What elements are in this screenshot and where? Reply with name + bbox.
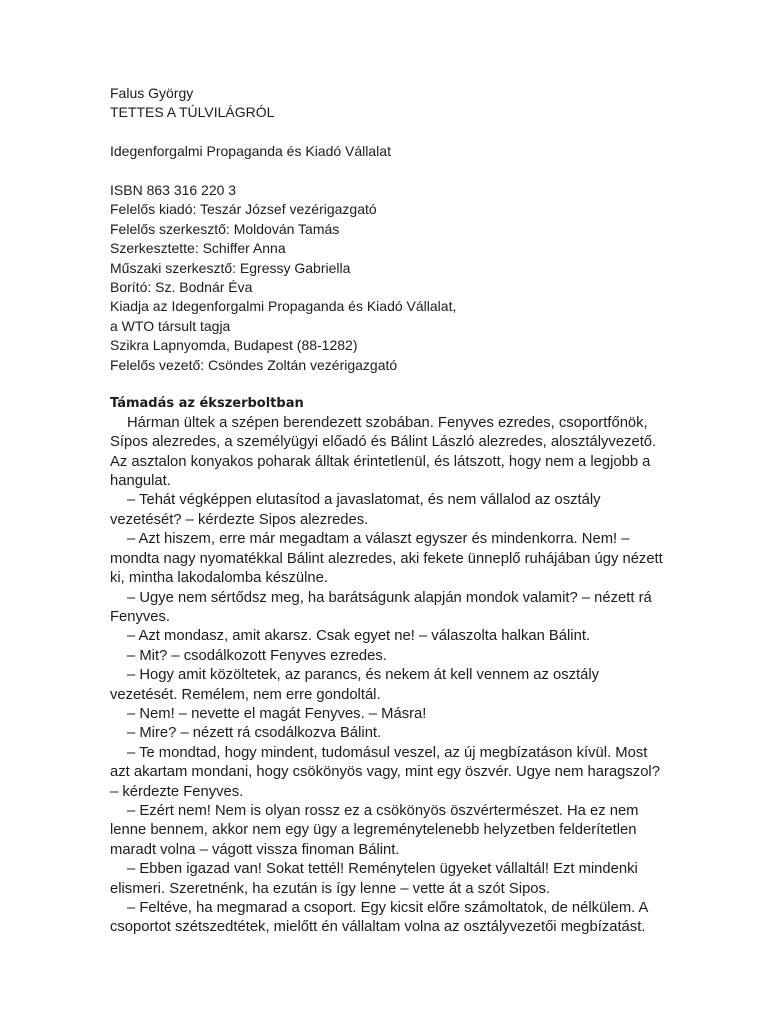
paragraph: – Hogy amit közöltetek, az parancs, és nekem át kell vennem az osztály vezetését. Remélem, nem erre gondoltál.	[110, 667, 600, 703]
paragraph: – Nem! – nevette el magát Fenyves. – Másra!	[127, 705, 427, 722]
paragraph: – Tehát végképpen elutasítod a javaslatomat, és nem vállalod az osztály vezetését? – kérdezte Sipos alezredes.	[110, 492, 601, 528]
credit-line: Műszaki szerkesztő: Egressy Gabriella	[110, 259, 351, 276]
paragraph: – Ebben igazad van! Sokat tettél! Reménytelen ügyeket vállaltál! Ezt mindenki elismeri. Szeretnénk, ha ezután is így lenne – vette át a szót Sipos.	[110, 861, 638, 897]
credit-line: Felelős vezető: Csöndes Zoltán vezérigazgató	[110, 356, 398, 373]
paragraph: Hárman ültek a szépen berendezett szobában. Fenyves ezredes, csoportfőnök, Sípos alezredes, a személyügyi előadó és Bálint László alezredes, alosztályvezető. Az asztalon konyakos poharak álltak érintetlenül, és látszott, hogy nem a legjobb a hangulat.	[110, 414, 657, 490]
paragraph: – Mit? – csodálkozott Fenyves ezredes.	[127, 647, 387, 664]
paragraph: – Ezért nem! Nem is olyan rossz ez a csökönyös öszvértermészet. Ha ez nem lenne bennem, akkor nem egy ügy a legreménytelenebb helyzetben felderítetlen maradt volna – vágott vissza finoman Bálint.	[110, 802, 639, 858]
credit-line: a WTO társult tagja	[110, 317, 231, 334]
credit-line: Szikra Lapnyomda, Budapest (88-1282)	[110, 337, 358, 354]
paragraph: – Ugye nem sértődsz meg, ha barátságunk alapján mondok valamit? – nézett rá Fenyves.	[110, 589, 652, 625]
chapter-title: Támadás az ékszerboltban	[110, 396, 304, 412]
credit-line: ISBN 863 316 220 3	[110, 182, 237, 198]
credits-block	[110, 181, 670, 375]
chapter-body	[110, 414, 670, 938]
paragraph: – Mire? – nézett rá csodálkozva Bálint.	[127, 725, 382, 742]
front-matter	[110, 84, 670, 394]
paragraph: – Feltéve, ha megmarad a csoport. Egy kicsit előre számoltatok, de nélkülem. A csoportot szétszedtétek, mielőtt én vállaltam volna az osztályvezetői megbízatást.	[110, 900, 648, 936]
book-title: TETTES A TÚLVILÁGRÓL	[110, 104, 275, 121]
credit-line: Felelős szerkesztő: Moldován Tamás	[110, 220, 340, 237]
publisher-line: Idegenforgalmi Propaganda és Kiadó Vállalat	[110, 143, 391, 160]
credit-line: Szerkesztette: Schiffer Anna	[110, 240, 286, 257]
document-page	[110, 84, 670, 938]
author-line: Falus György	[110, 85, 194, 101]
paragraph: – Azt mondasz, amit akarsz. Csak egyet ne! – válaszolta halkan Bálint.	[127, 628, 591, 645]
credit-line: Kiadja az Idegenforgalmi Propaganda és Kiadó Vállalat,	[110, 298, 457, 315]
credit-line: Felelős kiadó: Teszár József vezérigazgató	[110, 201, 377, 218]
paragraph: – Te mondtad, hogy mindent, tudomásul veszel, az új megbízatáson kívül. Most azt akartam mondani, hogy csökönyös vagy, mint egy öszvér. Ugye nem haragszol? – kérdezte Fenyves.	[110, 744, 660, 800]
credit-line: Borító: Sz. Bodnár Éva	[110, 279, 253, 296]
paragraph: – Azt hiszem, erre már megadtam a választ egyszer és mindenkorra. Nem! – mondta nagy nyomatékkal Bálint alezredes, aki fekete ünneplő ruhájában úgy nézett ki, mintha lakodalomba készülne.	[110, 531, 663, 587]
